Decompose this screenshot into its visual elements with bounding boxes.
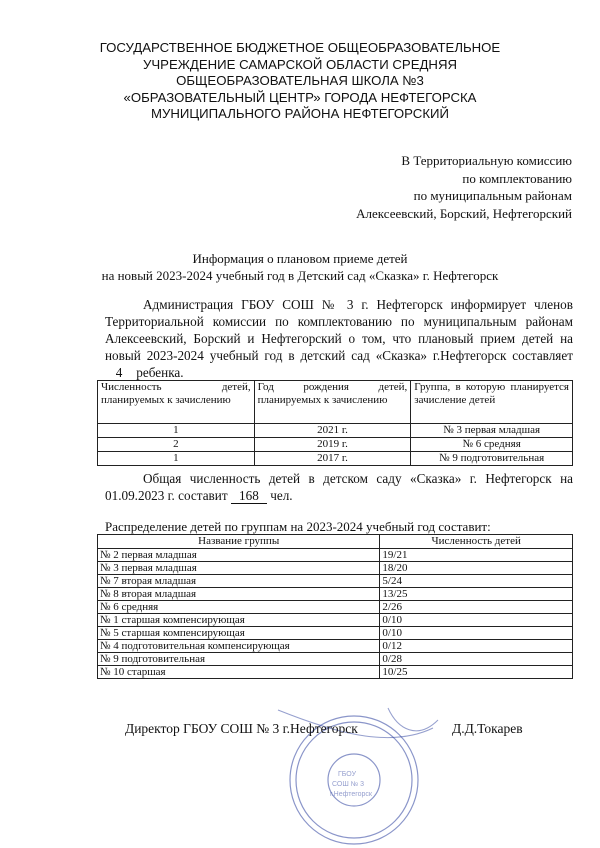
table-row xyxy=(98,601,573,614)
group-name: № 3 первая младшая xyxy=(98,562,380,575)
table-row xyxy=(98,627,573,640)
table-row xyxy=(98,549,573,562)
table-cell: 2019 г. xyxy=(254,438,411,452)
addressee-block xyxy=(356,152,572,222)
svg-text:ГБОУ: ГБОУ xyxy=(338,771,357,778)
group-name: № 8 вторая младшая xyxy=(98,588,380,601)
group-count: 0/12 xyxy=(380,640,573,653)
group-count: 5/24 xyxy=(380,575,573,588)
table-cell: 1 xyxy=(98,424,255,438)
table-header-row xyxy=(98,535,573,549)
group-name: № 2 первая младшая xyxy=(98,549,380,562)
header-line: УЧРЕЖДЕНИЕ САМАРСКОЙ ОБЛАСТИ СРЕДНЯЯ xyxy=(142,56,457,72)
group-count: 0/10 xyxy=(380,614,573,627)
groups-title: Распределение детей по группам на 2023-2024 учебный год составит: xyxy=(105,519,491,534)
group-name: № 1 старшая компенсирующая xyxy=(98,614,380,627)
addressee-line: Алексеевский, Борский, Нефтегорский xyxy=(356,205,572,221)
total-count: 168 xyxy=(231,489,267,504)
group-count: 0/28 xyxy=(380,653,573,666)
table-cell: № 9 подготовительная xyxy=(411,452,573,466)
group-name: № 9 подготовительная xyxy=(98,653,380,666)
group-name: № 6 средняя xyxy=(98,601,380,614)
table-cell: 1 xyxy=(98,452,255,466)
total-text: Общая численность детей в детском саду «Сказка» г. Нефтегорск на 01.09.2023 г. составит xyxy=(105,471,573,503)
header-line: МУНИЦИПАЛЬНОГО РАЙОНА НЕФТЕГОРСКИЙ xyxy=(151,106,449,121)
signature-block xyxy=(125,721,545,737)
group-count: 13/25 xyxy=(380,588,573,601)
table-row xyxy=(98,614,573,627)
table-cell: 2 xyxy=(98,438,255,452)
title-line-2: на новый 2023-2024 учебный год в Детский сад «Сказка» г. Нефтегорск xyxy=(101,268,499,283)
organization-header xyxy=(60,40,540,123)
total-suffix: чел. xyxy=(270,488,293,503)
column-header: Год рождения детей, планируемых к зачислению xyxy=(254,381,411,424)
table-header-row xyxy=(98,381,573,424)
table-row xyxy=(98,562,573,575)
intro-paragraph xyxy=(105,296,573,381)
table-row xyxy=(98,424,573,438)
table-cell: 2021 г. xyxy=(254,424,411,438)
header-line: «ОБРАЗОВАТЕЛЬНЫЙ ЦЕНТР» ГОРОДА НЕФТЕГОРСКА xyxy=(123,89,477,105)
addressee-line: по комплектованию xyxy=(462,170,572,186)
table-row xyxy=(98,438,573,452)
group-count: 18/20 xyxy=(380,562,573,575)
header-line: ГОСУДАРСТВЕННОЕ БЮДЖЕТНОЕ ОБЩЕОБРАЗОВАТЕЛЬНОЕ xyxy=(99,40,501,55)
planned-count: 4 xyxy=(105,366,133,381)
group-name: № 5 старшая компенсирующая xyxy=(98,627,380,640)
total-paragraph xyxy=(105,470,573,504)
svg-text:СОШ № 3: СОШ № 3 xyxy=(332,781,365,788)
planned-admission-table xyxy=(97,380,573,466)
group-name: № 4 подготовительная компенсирующая xyxy=(98,640,380,653)
header-line: ОБЩЕОБРАЗОВАТЕЛЬНАЯ ШКОЛА №3 xyxy=(176,73,424,88)
table-row xyxy=(98,452,573,466)
signatory-name: Д.Д.Токарев xyxy=(452,721,523,736)
addressee-line: по муниципальным районам xyxy=(413,188,572,203)
column-header: Численность детей, планируемых к зачислению xyxy=(98,381,255,424)
groups-distribution-table xyxy=(97,534,573,679)
table-row xyxy=(98,666,573,679)
group-count: 2/26 xyxy=(380,601,573,614)
table-row xyxy=(98,640,573,653)
table-cell: 2017 г. xyxy=(254,452,411,466)
group-name: № 10 старшая xyxy=(98,666,380,679)
signatory-position: Директор ГБОУ СОШ № 3 г.Нефтегорск xyxy=(125,721,358,736)
table-row xyxy=(98,575,573,588)
column-header: Группа, в которую планируется зачисление детей xyxy=(411,381,573,424)
group-count: 19/21 xyxy=(380,549,573,562)
table-cell: № 3 первая младшая xyxy=(411,424,573,438)
column-header: Численность детей xyxy=(380,535,573,549)
intro-suffix: ребенка. xyxy=(136,365,184,380)
title-line-1: Информация о плановом приеме детей xyxy=(192,251,408,266)
intro-text: Администрация ГБОУ СОШ № 3 г. Нефтегорск информирует членов Территориальной комиссии по комплектованию по муниципальным районам Алексеевский, Борский и Нефтегорский о том, что плановый прием детей на новый 2023-2024 учебный год в детский сад «Сказка» г.Нефтегорск составляет xyxy=(105,297,573,363)
table-cell: № 6 средняя xyxy=(411,438,573,452)
group-count: 10/25 xyxy=(380,666,573,679)
document-title xyxy=(60,250,540,284)
group-count: 0/10 xyxy=(380,627,573,640)
column-header: Название группы xyxy=(98,535,380,549)
group-name: № 7 вторая младшая xyxy=(98,575,380,588)
svg-text:г.Нефтегорск: г.Нефтегорск xyxy=(330,791,372,798)
addressee-line: В Территориальную комиссию xyxy=(401,153,572,168)
table-row xyxy=(98,588,573,601)
table-row xyxy=(98,653,573,666)
